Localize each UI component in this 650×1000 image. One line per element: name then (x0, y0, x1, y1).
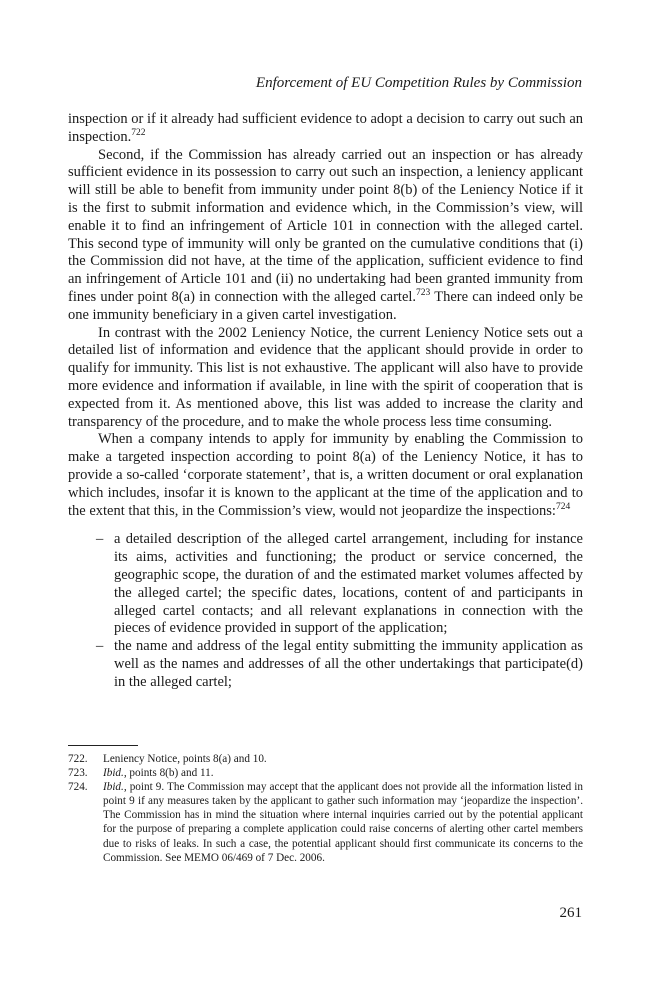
page-number: 261 (559, 905, 582, 921)
list-item: – the name and address of the legal entity submitting the immunity application as well as the names and addresses of all the other undertakings that participate(d) in the alleged cartel; (114, 638, 583, 691)
footnote-number: 723. (68, 767, 88, 780)
footnote-divider (68, 745, 138, 746)
paragraph-2 (68, 147, 583, 325)
footnote-text: points 8(b) and 11. (126, 767, 214, 780)
footnote-722 (68, 752, 583, 766)
footnote-724 (68, 780, 583, 865)
paragraph-1 (68, 111, 583, 147)
footnotes (68, 752, 583, 865)
paragraph-4 (68, 431, 583, 520)
running-header: Enforcement of EU Competition Rules by Commission (255, 75, 582, 91)
paragraph-text: When a company intends to apply for immunity by enabling the Commission to make a targeted inspection according to point 8(a) of the Leniency Notice, it has to provide a so-called ‘corporate statement’, that is, a written document or oral explanation which includes, insofar it is known to the applicant at the time of the application and to the extent that this, in the Commission’s view, would not jeopardize the inspections: (68, 431, 583, 519)
paragraph-text: inspection or if it already had sufficient evidence to adopt a decision to carry out such an inspection. (68, 111, 583, 145)
list-item: – a detailed description of the alleged cartel arrangement, including for instance its aims, activities and functioning; the product or service concerned, the geographic scope, the duration of and the estimated market volumes affected by the alleged cartel; the specific dates, locations, content of and participants in alleged cartel contacts; and all relevant explanations in connection with the pieces of evidence provided in support of the application; (114, 531, 583, 638)
footnote-number: 722. (68, 753, 88, 765)
footnote-number: 724. (68, 781, 88, 794)
paragraph-text: There can indeed only be one immunity beneficiary in a given cartel investigation. (68, 288, 583, 323)
footnote-italic: Ibid., (103, 781, 127, 794)
footnote-ref-724[interactable]: 724 (555, 501, 571, 512)
footnote-723 (68, 766, 583, 780)
main-text (68, 111, 583, 692)
dash-list (68, 531, 583, 691)
paragraph-3 (68, 325, 583, 432)
footnote-ref-722[interactable]: 722 (131, 127, 146, 138)
paragraph-text: In contrast with the 2002 Leniency Notice, the current Leniency Notice sets out a detailed list of information and evidence that the applicant should provide in order to qualify for immunity. This list is not exhaustive. The applicant will also have to provide more evidence and information if available, in line with the spirit of cooperation that is expected from it. As mentioned above, this list was added to increase the clarity and transparency of the procedure, and to make the whole process less time consuming. (68, 324, 583, 430)
footnote-text: point 9. The Commission may accept that the applicant does not provide all the information listed in point 9 if any measures taken by the applicant to gather such information may ‘jeopardize the inspection’. The Commission has in mind the situation where internal inquiries carried out by the potential applicant for the purpose of preparing a complete application could raise concerns of alerting other cartel members due to risks of leaks. In such a case, the potential applicant should first communicate its concerns to the Commission. See MEMO 06/469 of 7 Dec. 2006. (103, 781, 583, 864)
footnote-text: Leniency Notice, points 8(a) and 10. (103, 753, 267, 765)
footnote-italic: Ibid., (103, 767, 127, 780)
paragraph-text: Second, if the Commission has already carried out an inspection or has already sufficient evidence in its possession to carry out such an inspection, a leniency applicant will still be able to benefit from immunity under point 8(b) of the Leniency Notice if it is the first to submit information and evidence which, in the Commission’s view, will enable it to find an infringement of Article 101 in connection with the alleged cartel. This second type of immunity will only be granted on the cumulative conditions that (i) the Commission did not have, at the time of the application, sufficient evidence to find an infringement of Article 101 and (ii) no undertaking had been granted immunity from fines under point 8(a) in connection with the alleged cartel. (68, 146, 583, 305)
footnote-ref-723[interactable]: 723 (416, 288, 431, 299)
